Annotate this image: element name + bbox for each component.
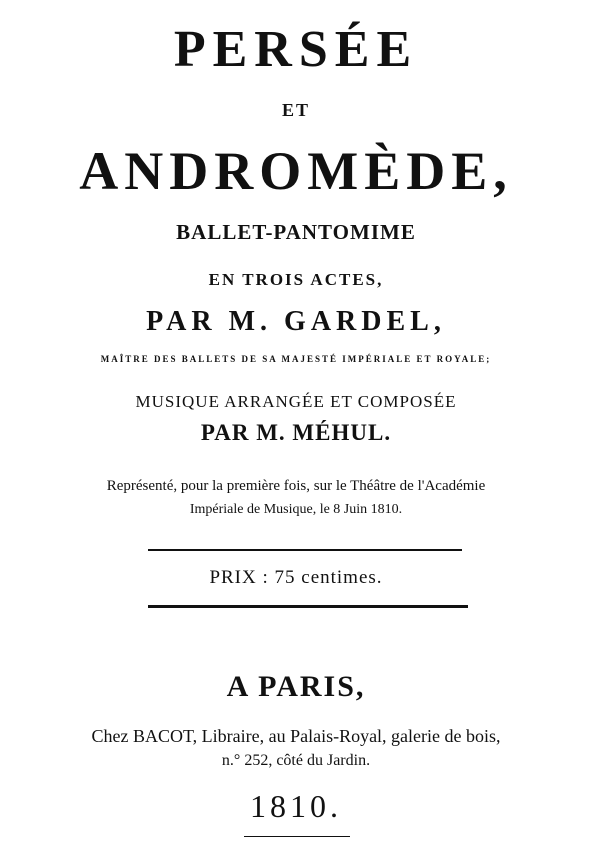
year: 1810. <box>250 788 342 824</box>
divider-rule-bottom <box>148 605 468 608</box>
performance-line-1: Représenté, pour la première fois, sur le Théâtre de l'Académie <box>106 478 486 494</box>
divider-rule-top <box>148 549 462 551</box>
performance-line-2: Impériale de Musique, le 8 Juin 1810. <box>189 502 403 517</box>
city: A PARIS, <box>226 670 366 703</box>
title-conjunction: ET <box>281 100 310 120</box>
divider-rule-final <box>244 836 350 837</box>
music-line: MUSIQUE ARRANGÉE ET COMPOSÉE <box>135 392 457 411</box>
publisher-line-1: Chez BACOT, Libraire, au Palais-Royal, galerie de bois, <box>91 726 501 746</box>
author-line: PAR M. GARDEL, <box>146 306 446 337</box>
composer-line: PAR M. MÉHUL. <box>200 420 392 445</box>
acts: EN TROIS ACTES, <box>208 270 384 289</box>
title-line-1: PERSÉE <box>173 21 419 78</box>
genre: BALLET-PANTOMIME <box>176 220 416 244</box>
author-title: MAÎTRE DES BALLETS DE SA MAJESTÉ IMPÉRIALE ET ROYALE; <box>100 354 492 364</box>
title-line-2: ANDROMÈDE, <box>79 141 513 201</box>
publisher-line-2: n.° 252, côté du Jardin. <box>221 752 371 769</box>
price: PRIX : 75 centimes. <box>209 567 383 588</box>
